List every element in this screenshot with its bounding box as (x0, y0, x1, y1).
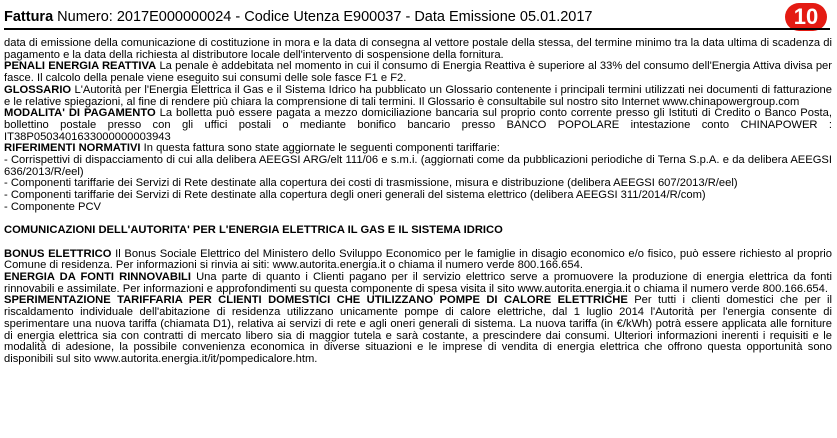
modalita-title: MODALITA' DI PAGAMENTO (4, 107, 156, 120)
bonus-section (4, 249, 832, 272)
list-item: - Componente PCV (4, 200, 102, 213)
header-divider (4, 28, 830, 30)
invoice-number: 2017E000000024 (116, 9, 232, 25)
penali-section (4, 61, 832, 84)
bonus-title: BONUS ELETTRICO (4, 247, 112, 260)
codice-utenza: E900037 (343, 9, 402, 25)
sperimentazione-text: Per tutti i clienti domestici che per il riscaldamento individuale dell'abitazione di residenza utilizzano unicamente pompe di calore elettriche, dal 1 luglio 2014 l'Autorità per l'energia consente di sperimentare una nuova tariffa (chiamata D1), relativa ai servizi di rete e agli oneri generali di sistema. La nuova tariffa (in €/kWh) potrà essere applicata alle forniture di energia elettrica sia con contratti di mercato libero sia di maggior tutela e sarà costante, a prescindere dai consumi. Ulteriori informazioni inerenti i requisiti e le modalità di adesione, la possibile convenienza economica in diverse situazioni e le imprese di vendita di energia elettrica che offrono questa opportunità sono disponibili sul sito www.autorita.energia.it/it/pompedicalore.htm. (4, 294, 832, 365)
riferimenti-text: In questa fattura sono state aggiornate le seguenti componenti tariffarie: (140, 142, 500, 155)
sperimentazione-section (4, 295, 832, 365)
glossario-title: GLOSSARIO (4, 83, 72, 96)
page-number-badge: 10 (785, 3, 827, 31)
intro-paragraph: data di emissione della comunicazione di costituzione in mora e la data di consegna al vettore postale della stessa, del termine minimo tra la data ultima di scadenza di pagamento e la data della richiesta al distributore locale dell'intervento di sospensione della fornitura. (4, 37, 832, 61)
invoice-label: Fattura (4, 9, 54, 25)
invoice-header (0, 8, 837, 26)
glossario-text: L'Autorità per l'Energia Elettrica il Gas e il Sistema Idrico ha pubblicato un Glossario contenente i principali termini utilizzati nei documenti di fatturazione e le relative spiegazioni, al fine di rendere più chiara la comprensione di tali termini. Il Glossario è consultabile sul nostro sito Internet www.chinapowergroup.com (4, 83, 832, 108)
penali-title: PENALI ENERGIA REATTIVA (4, 60, 157, 73)
data-emissione: 05.01.2017 (519, 9, 593, 25)
list-item: - Componenti tariffarie dei Servizi di Rete destinate alla copertura dei costi di trasmissione, misura e distribuzione (delibera AEEGSI 607/2013/R/eel) (4, 177, 738, 190)
rinnovabili-section (4, 272, 832, 295)
glossario-section (4, 85, 832, 108)
comunicazioni-heading: COMUNICAZIONI DELL'AUTORITA' PER L'ENERGIA ELETTRICA IL GAS E IL SISTEMA IDRICO (4, 224, 503, 237)
rinnovabili-title: ENERGIA DA FONTI RINNOVABILI (4, 271, 191, 284)
modalita-section (4, 108, 832, 143)
codice-utenza-label: - Codice Utenza (231, 9, 344, 25)
modalita-text: La bolletta può essere pagata a mezzo domiciliazione bancaria sul proprio conto corrente presso gli Istituti di Credito o Banco Posta, bollettino postale presso con gli uffici postali o mediante bonifico bancario presso BANCO POPOLARE intestazione conto CHINAPOWER : IT38P0503401633000000003943 (4, 107, 832, 143)
list-item: - Corrispettivi di dispacciamento di cui alla delibera AEEGSI ARG/elt 111/06 e s.m.i. (aggiornati come da pubblicazioni periodiche di Terna S.p.A. e da delibera AEEGSI 636/2013/R/eel) (4, 154, 832, 178)
bonus-text: Il Bonus Sociale Elettrico del Ministero dello Sviluppo Economico per le famiglie in disagio economico e/o fisico, può essere richiesto al proprio Comune di residenza. Per informazioni si rinvia ai siti: www.autorita.energia.it o chiama il numero verde 800.166.654. (4, 247, 833, 272)
penali-text: La penale è addebitata nel momento in cui il consumo di Energia Reattiva è superiore al 33% del consumo dell'Energia Attiva divisa per fasce. Il calcolo della penale viene eseguito sui consumi delle sole fasce F1 e F2. (4, 60, 832, 85)
numero-label: Numero: (53, 9, 117, 25)
sperimentazione-title: SPERIMENTAZIONE TARIFFARIA PER CLIENTI DOMESTICI CHE UTILIZZANO POMPE DI CALORE ELETTRICHE (4, 294, 628, 307)
data-emissione-label: - Data Emissione (401, 9, 520, 25)
invoice-notes (4, 38, 832, 366)
riferimenti-title: RIFERIMENTI NORMATIVI (4, 142, 141, 155)
list-item: - Componenti tariffarie dei Servizi di Rete destinate alla copertura degli oneri generali del sistema elettrico (delibera AEEGSI 311/2014/R/com) (4, 189, 706, 202)
rinnovabili-text: Una parte di quanto i Clienti pagano per il servizio elettrico serve a promuovere la produzione di energia elettrica da fonti rinnovabili e assimilate. Per informazioni e approfondimenti su questa componente di spesa visita il sito www.autorita.energia.it o chiama il numero verde 800.166.654. (4, 271, 832, 295)
